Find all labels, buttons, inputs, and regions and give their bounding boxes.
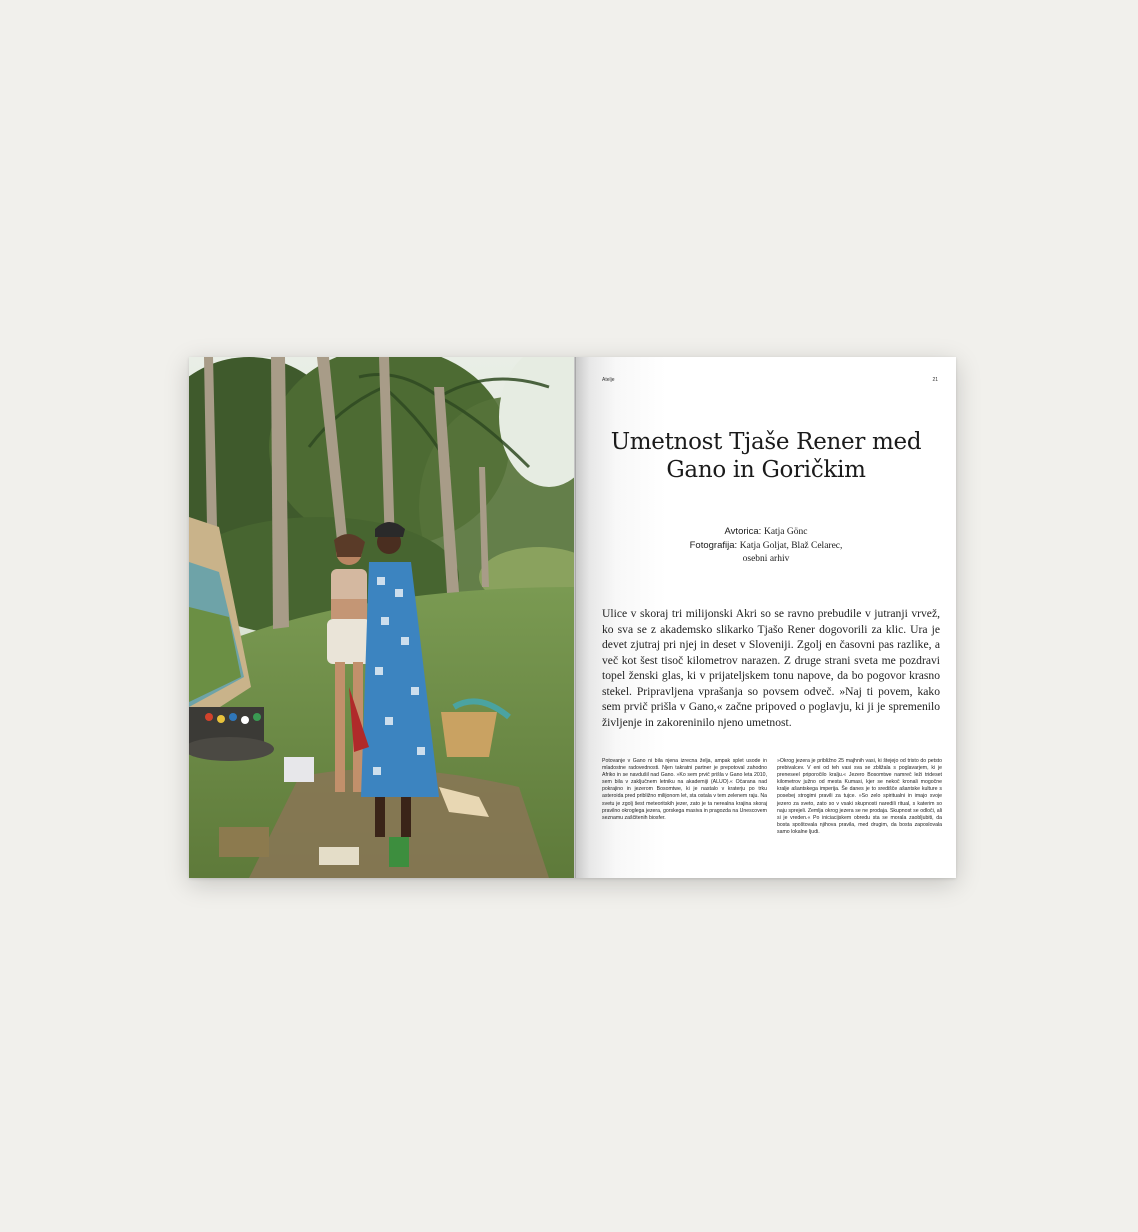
photo-label: Fotografija: bbox=[689, 540, 738, 551]
photo-names: Katja Goljat, Blaž Celarec, bbox=[739, 541, 843, 551]
photo-credit bbox=[656, 539, 876, 553]
author-credit bbox=[656, 525, 876, 539]
lead-paragraph: Ulice v skoraj tri milijonski Akri so se ravno prebudile v jutranji vrvež, ko sva se z akademsko slikarko Tjašo Rener dogovorili za klic. Ura je devet zjutraj pri njej in deset v Sloveniji. Zgolj en časovni pas razlike, a več kot šest tisoč kilometrov narazen. Z druge strani sveta me pozdravi topel ženski glas, ki v prijateljskem tonu napove, da bo pogovor krasno stekel. Pripravljena vprašanja so povsem odveč. »Naj ti povem, kako sem prvič prišla v Gano,« začne pripoved o poglavju, ki ji je spremenilo življenje in zakoreninilo njeno umetnost. bbox=[602, 607, 940, 729]
body-column-right: »Okrog jezera je približno 25 majhnih vasi, ki štejejo od tristo do petsto prebivalcev. V eni od teh vasi sva se zbližala s poglavarjem, ki je preneseel priporočilo kralju.« Jezero Bosomtwe namreč leži trideset kilometrov južno od mesta Kumasi, kjer se nekoč kronali mogočne kralje ašantskega imperija. Še danes je to središče ašantske kulture s posebej strogimi pravili za tujce. »So zelo spiritualni in imajo svoje jezero za sveto, zato so v vsaki skupnosti naredili ritual, s katerim so naju sprejeli. Zemlja okrog jezera se ne prodaja. Skupnost se odloči, ali si je vreden.« Po iniciacijskem obredu sta se morala zaobljubiti, da bosta spoštovala njihova pravila, med drugim, da bosta zaposlovala samo lokalne ljudi. bbox=[777, 758, 942, 835]
photo-names-cont: osebni arhiv bbox=[742, 554, 790, 564]
magazine-spread bbox=[189, 357, 956, 878]
article-title bbox=[596, 428, 936, 484]
author-label: Avtorica: bbox=[724, 526, 762, 537]
credits bbox=[656, 525, 876, 566]
title-line-2: Gano in Goričkim bbox=[666, 457, 866, 483]
photo-illustration bbox=[189, 357, 575, 878]
text-page bbox=[576, 357, 956, 878]
page-number: 21 bbox=[932, 377, 938, 383]
running-section: Atelje bbox=[602, 377, 615, 383]
photo-page bbox=[189, 357, 575, 878]
author-name: Katja Gönc bbox=[763, 527, 808, 537]
title-line-1: Umetnost Tjaše Rener med bbox=[610, 429, 922, 455]
body-column-left: Potovanje v Gano ni bila njena izrecna želja, ampak splet usode in mladostne radovednosti. Njen takratni partner je prepotoval zahodno Afriko in se navdušil nad Gano. »Ko sem prvič prišla v Gano leta 2010, sem bila v zaključnem letniku na akademiji (ALUO).« Očarana nad pokrajino in jezerom Bosomtwe, ki je nastalo v kraterju po trku asteroida pred približno milijonom let, sta ostala v tem zelenem raju. Na svetu je zgolj šest meteoritskih jezer, zato je ta nerealna krajina skoraj pravilno okroglega jezera, gorskega masiva in pragozda na Unescovem seznamu zaščitenih biosfer. bbox=[602, 758, 767, 821]
